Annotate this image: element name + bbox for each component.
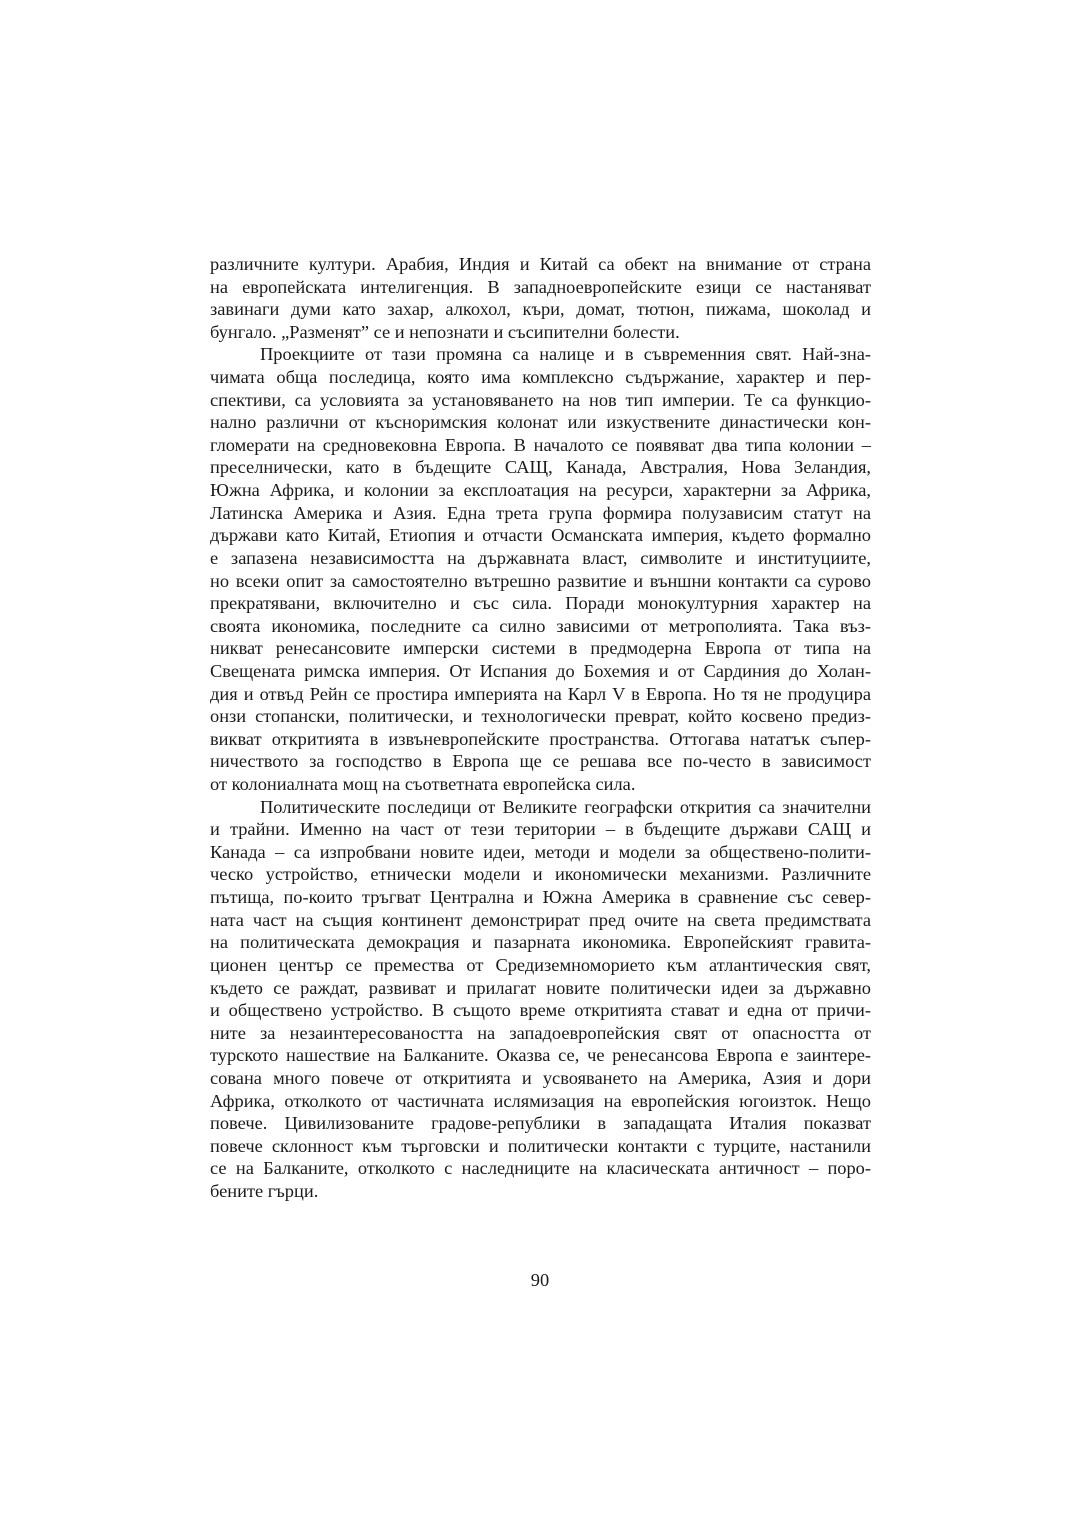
text-line: турското нашествие на Балканите. Оказва се, че ренесансова Европа е заинтере-: [210, 1045, 871, 1066]
paragraph: [210, 796, 871, 1203]
text-line: от колониалната мощ на съответната европейска сила.: [210, 774, 636, 795]
text-line: своята икономика, последните са силно зависими от метрополията. Така въз-: [210, 615, 871, 636]
text-line: Африка, отколкото от частичната ислямизация на европейския югоизток. Нещо: [210, 1090, 871, 1111]
body-text: [210, 253, 871, 1203]
text-line: бунгало. „Разменят” се и непознати и съсипителни болести.: [210, 321, 680, 342]
text-line: дия и отвъд Рейн се простира империята на Карл V в Европа. Но тя не продуцира: [210, 683, 871, 704]
text-line: държави като Китай, Етиопия и отчасти Османската империя, където формално: [210, 525, 871, 546]
text-line: спективи, са условията за установяването на нов тип империи. Те са функцио-: [210, 389, 871, 410]
text-line: Латинска Америка и Азия. Една трета група формира полузависим статут на: [210, 502, 871, 523]
text-line: сована много повече от откритията и усвояването на Америка, Азия и дори: [210, 1067, 871, 1088]
text-line: гломерати на средновековна Европа. В началото се появяват два типа колонии –: [210, 434, 871, 455]
text-line: чимата обща последица, която има комплексно съдържание, характер и пер-: [210, 367, 871, 388]
text-line: на европейската интелигенция. В западноевропейските езици се настаняват: [210, 276, 871, 297]
text-line: бените гърци.: [210, 1180, 319, 1201]
text-line: на политическата демокрация и пазарната икономика. Европейският гравита-: [210, 932, 871, 953]
text-line: пътища, по-които тръгват Централна и Южна Америка в сравнение със север-: [210, 887, 871, 908]
paragraph: [210, 253, 871, 343]
text-line: Проекциите от тази промяна са налице и в съвременния свят. Най-зна-: [260, 344, 871, 365]
text-line: онзи стопански, политически, и технологически преврат, който косвено предиз-: [210, 706, 871, 727]
text-line: ните за незаинтересоваността на западоевропейския свят от опасността от: [210, 1022, 871, 1043]
text-line: преселнически, като в бъдещите САЩ, Канада, Австралия, Нова Зеландия,: [210, 457, 871, 478]
text-line: където се раждат, развиват и прилагат новите политически идеи за държавно: [210, 977, 871, 998]
text-line: нално различни от късноримския колонат или изкуствените династически кон-: [210, 412, 871, 433]
text-line: завинаги думи като захар, алкохол, къри, домат, тютюн, пижама, шоколад и: [210, 299, 871, 320]
page-number: 90: [530, 1270, 550, 1290]
text-line: никват ренесансовите имперски системи в предмодерна Европа от типа на: [210, 638, 871, 659]
text-line: ческо устройство, етнически модели и икономически механизми. Различните: [210, 864, 871, 885]
text-line: ната част на същия континент демонстрират пред очите на света предимствата: [210, 909, 871, 930]
paragraph: [210, 343, 871, 795]
text-line: ничеството за господство в Европа ще се решава все по-често в зависимост: [210, 751, 871, 772]
text-line: но всеки опит за самостоятелно вътрешно развитие и външни контакти са сурово: [210, 570, 871, 591]
text-line: викват откритията в извъневропейските пространства. Оттогава нататък съпер-: [210, 728, 871, 749]
text-line: повече склонност към търговски и политически контакти с турците, настанили: [210, 1135, 871, 1156]
text-line: е запазена независимостта на държавната власт, символите и институциите,: [210, 547, 871, 568]
text-line: Канада – са изпробвани новите идеи, методи и модели за обществено-полити-: [210, 841, 871, 862]
text-line: Политическите последици от Великите географски открития са значителни: [260, 796, 871, 817]
text-line: Свещената римска империя. От Испания до Бохемия и от Сардиния до Холан-: [210, 660, 871, 681]
text-line: се на Балканите, отколкото с наследниците на класическата античност – поро-: [210, 1158, 871, 1179]
text-line: повече. Цивилизованите градове-републики в западащата Италия показват: [210, 1113, 871, 1134]
text-line: и трайни. Именно на част от тези територии – в бъдещите държави САЩ и: [210, 819, 871, 840]
text-line: и обществено устройство. В същото време откритията стават и една от причи-: [210, 1000, 871, 1021]
text-line: ционен център се премества от Средиземноморието към атлантическия свят,: [210, 954, 871, 975]
text-line: различните култури. Арабия, Индия и Китай са обект на внимание от страна: [210, 254, 871, 274]
text-line: Южна Африка, и колонии за експлоатация на ресурси, характерни за Африка,: [210, 480, 871, 501]
text-line: прекратявани, включително и със сила. Поради монокултурния характер на: [210, 593, 871, 614]
